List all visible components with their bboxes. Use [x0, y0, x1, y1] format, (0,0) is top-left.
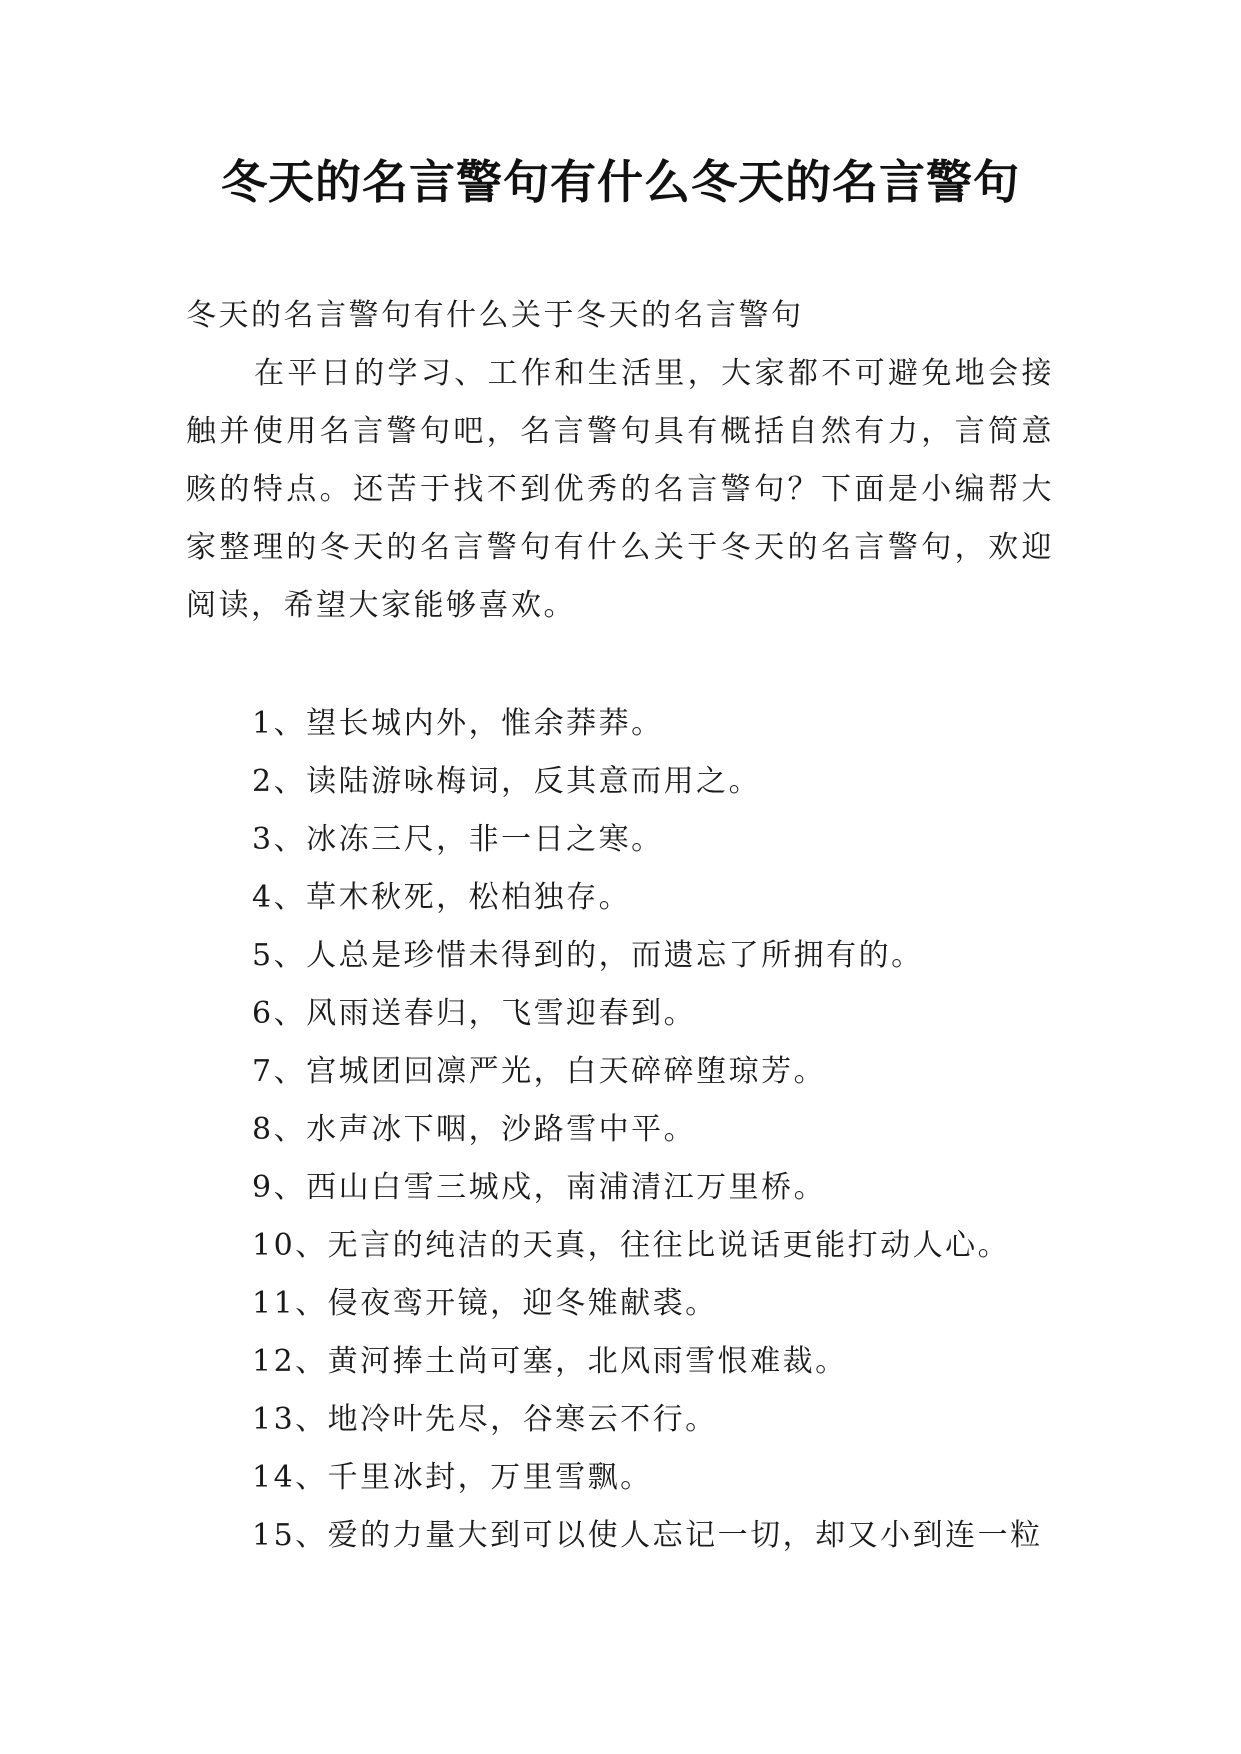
- quote-list: [252, 695, 1072, 1565]
- quote-item-12: 12、黄河捧土尚可塞，北风雨雪恨难裁。: [252, 1344, 848, 1379]
- quote-item-3: 3、冰冻三尺，非一日之寒。: [252, 822, 664, 857]
- quote-item-6: 6、风雨送春归，飞雪迎春到。: [252, 996, 697, 1031]
- quote-item-7: 7、宫城团回凛严光，白天碎碎堕琼芳。: [252, 1054, 827, 1089]
- document-title: 冬天的名言警句有什么冬天的名言警句: [221, 155, 1020, 209]
- intro-paragraph: 在平日的学习、工作和生活里，大家都不可避免地会接触并使用名言警句吧，名言警句具有概括自然有力，言简意赅的特点。还苦于找不到优秀的名言警句？下面是小编帮大家整理的冬天的名言警句有什么关于冬天的名言警句，欢迎阅读，希望大家能够喜欢。: [186, 356, 1054, 623]
- quote-item-13: 13、地冷叶先尽，谷寒云不行。: [252, 1402, 718, 1437]
- quote-item-4: 4、草木秋死，松柏独存。: [252, 880, 632, 915]
- quote-item-8: 8、水声冰下咽，沙路雪中平。: [252, 1112, 697, 1147]
- quote-item-15: 15、爱的力量大到可以使人忘记一切，却又小到连一粒: [252, 1518, 1043, 1553]
- quote-item-9: 9、西山白雪三城戍，南浦清江万里桥。: [252, 1170, 827, 1205]
- quote-item-2: 2、读陆游咏梅词，反其意而用之。: [252, 764, 762, 799]
- quote-item-5: 5、人总是珍惜未得到的，而遗忘了所拥有的。: [252, 938, 924, 973]
- document-subtitle: 冬天的名言警句有什么关于冬天的名言警句: [186, 298, 804, 333]
- quote-item-14: 14、千里冰封，万里雪飘。: [252, 1460, 653, 1495]
- quote-item-11: 11、侵夜鸾开镜，迎冬雉献裘。: [252, 1286, 718, 1321]
- quote-item-1: 1、望长城内外，惟余莽莽。: [252, 706, 664, 741]
- quote-item-10: 10、无言的纯洁的天真，往往比说话更能打动人心。: [252, 1228, 1011, 1263]
- document-body: [186, 287, 1054, 635]
